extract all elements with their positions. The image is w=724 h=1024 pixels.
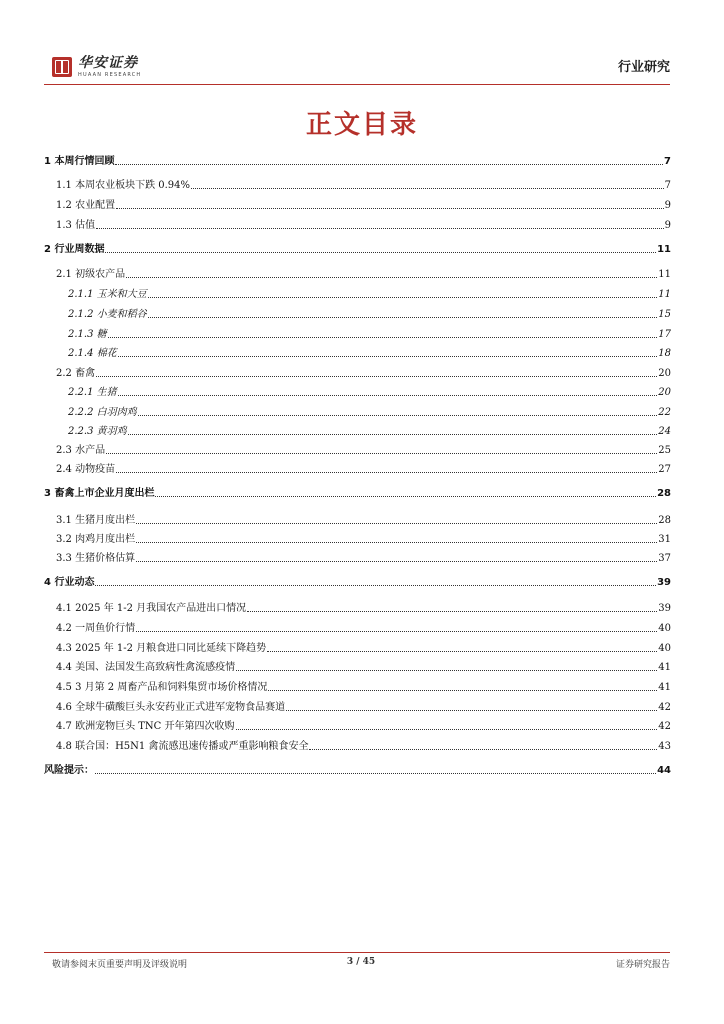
toc-entry-label: 2.4 动物疫苗 [56, 464, 116, 475]
toc-entry-page: 11 [657, 244, 671, 255]
report-category: 行业研究 [617, 60, 670, 75]
toc-leader-dots [268, 690, 657, 691]
toc-entry[interactable] [44, 285, 671, 301]
toc-entry-label: 1.1 本周农业板块下跌 0.94% [56, 180, 191, 191]
toc-entry-page: 17 [658, 329, 671, 340]
page-number: 3 / 45 [346, 957, 376, 967]
toc-entry-label: 4.7 欧洲宠物巨头 TNC 开年第四次收购 [56, 721, 235, 732]
toc-entry-label: 4.2 一周鱼价行情 [56, 623, 136, 634]
toc-leader-dots [115, 164, 663, 165]
toc-entry-label: 2.2 畜禽 [56, 368, 96, 379]
toc-entry-page: 18 [658, 348, 671, 359]
toc-leader-dots [118, 356, 658, 357]
toc-entry[interactable] [44, 573, 671, 589]
toc-entry-label: 4.5 3 月第 2 周畜产品和饲料集贸市场价格情况 [56, 682, 268, 693]
toc-entry[interactable] [44, 364, 671, 380]
toc-entry[interactable] [44, 678, 671, 694]
toc-entry-label: 4 行业动态 [44, 577, 95, 588]
toc-leader-dots [191, 188, 664, 189]
toc-entry-page: 39 [658, 603, 671, 614]
toc-entry-label: 3.2 肉鸡月度出栏 [56, 534, 136, 545]
toc-entry[interactable] [44, 441, 671, 457]
toc-entry-page: 11 [658, 289, 671, 300]
toc-leader-dots [136, 523, 657, 524]
toc-entry-page: 40 [658, 623, 671, 634]
footer-report-type: 证券研究报告 [615, 960, 670, 970]
toc-entry-label: 2.1 初级农产品 [56, 269, 126, 280]
toc-entry[interactable] [44, 599, 671, 615]
toc-entry-page: 11 [658, 269, 671, 280]
seal-logo-icon [52, 57, 72, 77]
toc-entry-label: 2.3 水产品 [56, 445, 106, 456]
toc-entry[interactable] [44, 511, 671, 527]
toc-entry-page: 28 [658, 515, 671, 526]
toc-entry[interactable] [44, 549, 671, 565]
page-footer [52, 957, 670, 971]
toc-entry[interactable] [44, 737, 671, 753]
toc-entry-page: 7 [664, 156, 671, 167]
toc-leader-dots [116, 472, 657, 473]
toc-entry[interactable] [44, 619, 671, 635]
header-divider [44, 84, 670, 85]
toc-entry-label: 3.3 生猪价格估算 [56, 553, 136, 564]
toc-leader-dots [286, 710, 657, 711]
toc-entry-page: 42 [658, 721, 671, 732]
toc-leader-dots [116, 208, 664, 209]
toc-entry[interactable] [44, 658, 671, 674]
toc-entry[interactable] [44, 265, 671, 281]
toc-leader-dots [136, 542, 657, 543]
toc-leader-dots [106, 453, 657, 454]
toc-leader-dots [96, 376, 657, 377]
toc-entry-label: 4.1 2025 年 1-2 月我国农产品进出口情况 [56, 603, 247, 614]
toc-leader-dots [118, 395, 658, 396]
toc-entry[interactable] [44, 152, 671, 168]
toc-entry-label: 2.1.2 小麦和稻谷 [68, 309, 147, 320]
toc-entry-page: 9 [664, 200, 671, 211]
toc-entry-page: 43 [658, 741, 671, 752]
toc-entry-label: 2 行业周数据 [44, 244, 105, 255]
toc-entry-label: 1.2 农业配置 [56, 200, 116, 211]
toc-entry-label: 风险提示： [44, 765, 94, 776]
toc-leader-dots [309, 749, 657, 750]
toc-entry-page: 7 [664, 180, 671, 191]
toc-entry[interactable] [44, 717, 671, 733]
toc-entry[interactable] [44, 325, 671, 341]
toc-leader-dots [136, 561, 657, 562]
toc-leader-dots [236, 729, 658, 730]
toc-entry[interactable] [44, 216, 671, 232]
toc-entry[interactable] [44, 305, 671, 321]
toc-entry-page: 27 [658, 464, 671, 475]
toc-leader-dots [155, 496, 656, 497]
footer-disclaimer: 敬请参阅末页重要声明及评级说明 [52, 960, 188, 970]
toc-entry[interactable] [44, 698, 671, 714]
logo-chinese-name: 华安证券 [78, 55, 138, 71]
toc-leader-dots [267, 651, 657, 652]
toc-entry-label: 2.2.2 白羽肉鸡 [68, 407, 137, 418]
toc-entry[interactable] [44, 176, 671, 192]
toc-entry[interactable] [44, 761, 671, 777]
toc-entry-label: 1 本周行情回顾 [44, 156, 115, 167]
toc-entry-page: 41 [658, 682, 671, 693]
toc-entry-label: 3 畜禽上市企业月度出栏 [44, 488, 155, 499]
toc-entry-label: 4.8 联合国：H5N1 禽流感迅速传播或严重影响粮食安全 [56, 741, 309, 752]
toc-entry-label: 2.1.4 棉花 [68, 348, 117, 359]
toc-entry[interactable] [44, 240, 671, 256]
toc-entry-page: 24 [658, 426, 671, 437]
toc-entry-label: 2.1.3 糖 [68, 329, 107, 340]
toc-entry-page: 31 [658, 534, 671, 545]
toc-leader-dots [247, 611, 657, 612]
toc-entry-page: 28 [657, 488, 671, 499]
logo-english-name: HUAAN RESEARCH [78, 72, 142, 78]
toc-entry[interactable] [44, 344, 671, 360]
toc-leader-dots [148, 297, 658, 298]
toc-leader-dots [95, 585, 656, 586]
toc-entry-page: 22 [658, 407, 671, 418]
toc-leader-dots [105, 252, 656, 253]
toc-leader-dots [95, 773, 656, 774]
toc-leader-dots [148, 317, 658, 318]
toc-entry[interactable] [44, 422, 671, 438]
toc-entry-page: 39 [657, 577, 671, 588]
toc-leader-dots [128, 434, 658, 435]
toc-leader-dots [136, 631, 657, 632]
toc-entry-page: 42 [658, 702, 671, 713]
toc-entry[interactable] [44, 403, 671, 419]
toc-entry-label: 4.6 全球牛磺酸巨头永安药业正式进军宠物食品赛道 [56, 702, 286, 713]
toc-entry-page: 44 [657, 765, 671, 776]
toc-entry-label: 2.2.3 黄羽鸡 [68, 426, 127, 437]
toc-entry-label: 2.1.1 玉米和大豆 [68, 289, 147, 300]
toc-leader-dots [108, 337, 658, 338]
toc-entry-label: 3.1 生猪月度出栏 [56, 515, 136, 526]
page-header [52, 52, 670, 86]
page-title: 正文目录 [305, 110, 418, 140]
toc-entry-page: 20 [658, 387, 671, 398]
toc-entry[interactable] [44, 530, 671, 546]
toc-entry-page: 9 [664, 220, 671, 231]
toc-entry-label: 4.4 美国、法国发生高致病性禽流感疫情 [56, 662, 236, 673]
toc-entry[interactable] [44, 639, 671, 655]
toc-entry[interactable] [44, 196, 671, 212]
toc-entry-page: 37 [658, 553, 671, 564]
toc-entry-page: 20 [658, 368, 671, 379]
footer-divider [44, 952, 670, 953]
toc-entry-label: 1.3 估值 [56, 220, 96, 231]
toc-leader-dots [236, 670, 657, 671]
toc-leader-dots [96, 228, 664, 229]
toc-leader-dots [126, 277, 657, 278]
toc-entry[interactable] [44, 484, 671, 500]
company-logo [52, 56, 141, 78]
toc-entry-label: 2.2.1 生猪 [68, 387, 117, 398]
toc-entry-label: 4.3 2025 年 1-2 月粮食进口同比延续下降趋势 [56, 643, 267, 654]
toc-entry-page: 15 [658, 309, 671, 320]
toc-entry-page: 40 [658, 643, 671, 654]
toc-entry-page: 25 [658, 445, 671, 456]
toc-entry-page: 41 [658, 662, 671, 673]
toc-leader-dots [138, 415, 658, 416]
toc-entry[interactable] [44, 383, 671, 399]
toc-entry[interactable] [44, 460, 671, 476]
